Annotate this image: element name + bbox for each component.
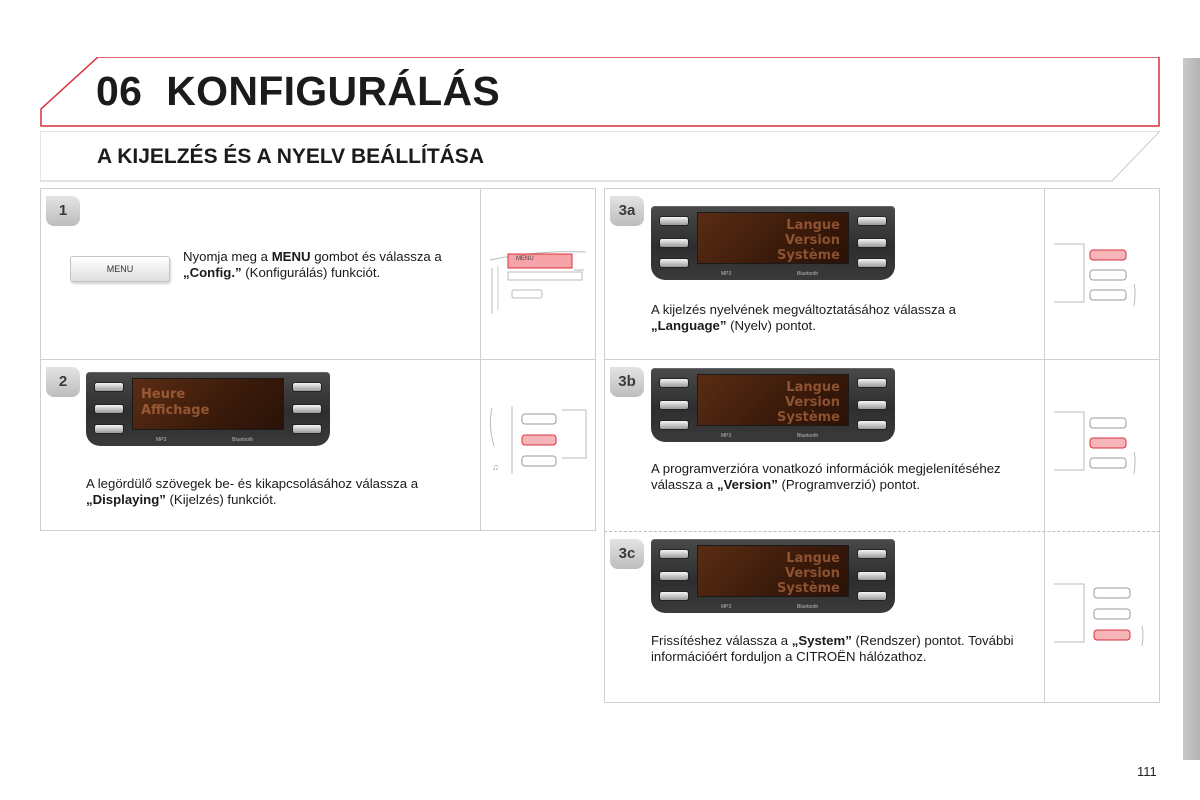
screen-line: Heure [141, 387, 186, 402]
screen-line: Langue [786, 380, 840, 395]
radio-display-step-2 [86, 372, 330, 446]
step-2-text: A legördülő szövegek be- és kikapcsolásához válassza a „Displaying” (Kijelzés) funkciót. [86, 476, 419, 507]
step-3a-badge: 3a [610, 196, 644, 226]
screen-line: Langue [786, 218, 840, 233]
radio-bluetooth-label: Bluetooth [797, 271, 819, 277]
chapter-side-tab [1183, 58, 1200, 760]
panel-divider-dashed [604, 531, 1160, 532]
section-title: A KIJELZÉS ÉS A NYELV BEÁLLÍTÁSA [97, 145, 484, 168]
step-3b-text: A programverzióra vonatkozó információk megjelenítéséhez válassza a „Version” (Programverzió) pontot. [651, 461, 1001, 492]
page-number: 111 [1137, 764, 1157, 779]
buttons-illustration-step-3b [1052, 406, 1152, 478]
radio-display-step-3b [651, 368, 895, 442]
screen-line: Langue [786, 551, 840, 566]
step-3b-badge: 3b [610, 367, 644, 397]
screen-line: Version [785, 566, 840, 581]
radio-mp3-label: MP3 [721, 604, 732, 610]
step-1-badge: 1 [46, 196, 80, 226]
chapter-name: KONFIGURÁLÁS [166, 68, 501, 114]
step-3a-text: A kijelzés nyelvének megváltoztatásához válassza a „Language” (Nyelv) pontot. [651, 302, 956, 333]
screen-line: Version [785, 233, 840, 248]
radio-bluetooth-label: Bluetooth [232, 437, 254, 443]
radio-display-step-3a [651, 206, 895, 280]
step-3c-badge: 3c [610, 539, 644, 569]
chapter-number: 06 [96, 68, 143, 114]
step-3c-text: Frissítéshez válassza a „System” (Rendszer) pontot. További információért forduljon a CITROËN hálózathoz. [651, 633, 1014, 664]
buttons-illustration-step-3c [1052, 578, 1152, 650]
panel-divider [40, 359, 596, 360]
menu-button-illustration: MENU [70, 256, 170, 282]
screen-line: Système [777, 410, 840, 425]
radio-mp3-label: MP3 [156, 437, 167, 443]
radio-bluetooth-label: Bluetooth [797, 433, 819, 439]
screen-line: Version [785, 395, 840, 410]
chapter-title [96, 68, 500, 115]
buttons-illustration-step-3a [1052, 240, 1152, 310]
screen-line: Système [777, 248, 840, 263]
step-1-text: Nyomja meg a MENU gombot és válassza a „Config.” (Konfigurálás) funkciót. [183, 249, 442, 280]
radio-mp3-label: MP3 [721, 433, 732, 439]
buttons-illustration-step-2 [486, 398, 590, 478]
dashboard-menu-label: MENU [516, 256, 534, 262]
dashboard-menu-illustration [488, 244, 588, 316]
step-2-badge: 2 [46, 367, 80, 397]
screen-line: Affichage [141, 403, 210, 418]
radio-mp3-label: MP3 [721, 271, 732, 277]
screen-line: Système [777, 581, 840, 596]
panel-divider [604, 359, 1160, 360]
radio-bluetooth-label: Bluetooth [797, 604, 819, 610]
radio-display-step-3c [651, 539, 895, 613]
panel-divider [1044, 188, 1045, 703]
svg-text:♫: ♫ [492, 462, 499, 472]
